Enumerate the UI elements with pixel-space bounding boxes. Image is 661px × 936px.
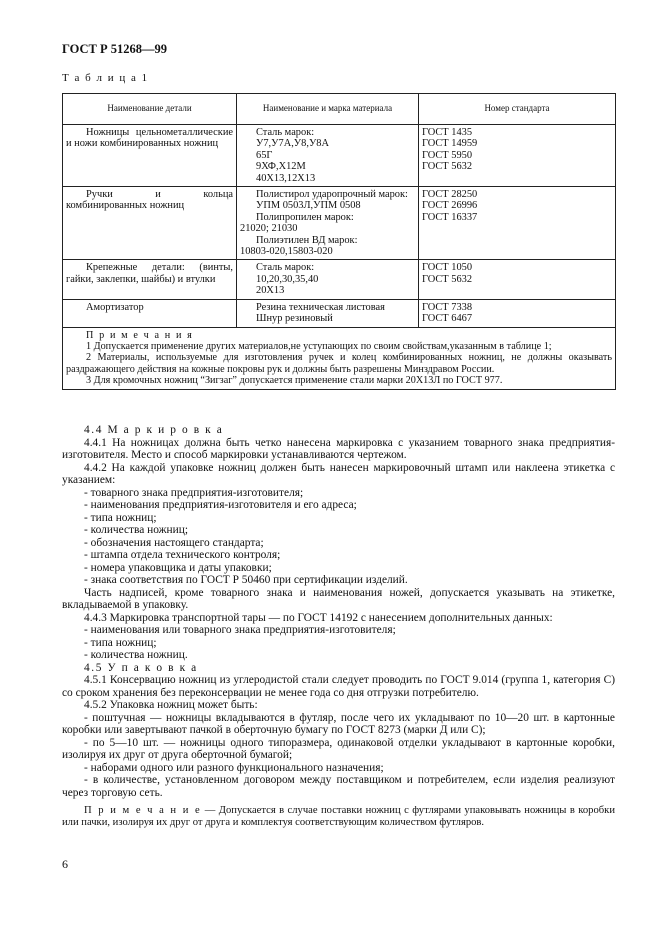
material-line: 20Х13	[256, 285, 285, 297]
table-row	[63, 299, 616, 327]
table-header-row	[63, 94, 616, 125]
list-item: - типа ножниц;	[84, 511, 157, 524]
material-line: Сталь марок:	[256, 127, 315, 138]
part-name-cell: Амортизатор	[63, 299, 237, 327]
document-body	[62, 424, 615, 829]
note-item: 1 Допускается применение других материалов,не уступающих по своим свойствам,указанным в таблице 1;	[86, 340, 552, 352]
standard-line: ГОСТ 6467	[422, 313, 473, 325]
standard-line: ГОСТ 28250	[422, 189, 478, 201]
material-line: У7,У7А,У8,У8А	[256, 138, 330, 150]
column-header-material: Наименование и марка материала	[237, 94, 419, 125]
standard-line: ГОСТ 5632	[422, 273, 473, 285]
list-item: - поштучная — ножницы вкладываются в футляр, после чего их укладывают по 10—20 шт. в картонные коробки или завертывают пачкой в оберточную бумагу по ГОСТ 8273 (марки Д или С);	[62, 711, 615, 736]
material-line: 9ХФ,Х12М	[256, 161, 306, 173]
table-notes-row	[63, 327, 616, 389]
note-item: 3 Для кромочных ножниц “Зигзаг” допускается применение стали марки 20Х13Л по ГОСТ 977.	[86, 375, 503, 387]
list-item: - наборами одного или разного функционального назначения;	[84, 761, 384, 774]
list-item: - в количестве, установленном договором между поставщиком и потребителем, если изделия реализуют через торговую сеть.	[62, 774, 615, 799]
part-name-cell: Ножницы цельнометаллические и ножи комбинированных ножниц	[63, 125, 237, 187]
column-header-standard: Номер стандарта	[419, 94, 616, 125]
list-item: - обозначения настоящего стандарта;	[84, 536, 264, 549]
notes-title: П р и м е ч а н и я	[86, 329, 194, 341]
material-line: Шнур резиновый	[256, 313, 333, 325]
table-row	[63, 125, 616, 187]
material-cell	[237, 299, 419, 327]
material-line: Сталь марок:	[256, 262, 315, 274]
standard-line: ГОСТ 26996	[422, 200, 478, 212]
list-item: - знака соответствия по ГОСТ Р 50460 при сертификации изделий.	[84, 574, 408, 586]
final-note	[62, 805, 615, 829]
standard-line: ГОСТ 5950	[422, 149, 473, 161]
table-row	[63, 260, 616, 299]
part-name-cell: Крепежные детали: (винты, гайки, заклепки, шайбы) и втулки	[63, 260, 237, 299]
material-line: 10,20,30,35,40	[256, 273, 319, 285]
document-header: ГОСТ Р 51268—99	[62, 42, 168, 56]
column-header-part: Наименование детали	[63, 94, 237, 125]
final-note-text: — Допускается в случае поставки ножниц с футлярами упаковывать ножницы в коробки или пачки, изолируя их друг от друга и комплектуя соответствующим количеством футляров.	[62, 805, 615, 828]
material-line: 10803-020,15803-020	[240, 246, 333, 258]
paragraph: 4.4.2 На каждой упаковке ножниц должен быть нанесен маркировочный штамп или наклеена этикетка с указанием:	[62, 461, 615, 486]
section-heading-packing: 4.5 У п а к о в к а	[84, 661, 198, 674]
material-line: Полипропилен марок:	[256, 211, 354, 223]
list-item: - товарного знака предприятия-изготовителя;	[84, 486, 304, 499]
standard-line: ГОСТ 7338	[422, 301, 473, 313]
list-item: - количества ножниц;	[84, 524, 188, 536]
material-line: Полиэтилен ВД марок:	[256, 234, 358, 246]
standard-line: ГОСТ 1435	[422, 127, 473, 138]
standard-cell	[419, 187, 616, 260]
list-item: - типа ножниц;	[84, 636, 157, 649]
material-line: 21020; 21030	[240, 223, 298, 235]
paragraph: 4.4.1 На ножницах должна быть четко нанесена маркировка с указанием товарного знака предприятия-изготовителя. Место и способ маркировки устанавливаются чертежом.	[62, 436, 615, 461]
table-notes	[63, 327, 616, 389]
material-line: Резина техническая листовая	[256, 301, 385, 313]
final-note-label: П р и м е ч а н и е	[84, 805, 202, 816]
list-item: - наименования или товарного знака предприятия-изготовителя;	[84, 624, 396, 636]
material-cell	[237, 187, 419, 260]
page-number: 6	[62, 857, 68, 871]
paragraph: 4.5.2 Упаковка ножниц может быть:	[84, 699, 258, 711]
standard-cell	[419, 299, 616, 327]
list-item: - по 5—10 шт. — ножницы одного типоразмера, одинаковой отделки укладывают в картонные коробки, изолируя их друг от друга оберточной бумагой;	[62, 736, 615, 761]
material-line: УПМ 0503Л,УПМ 0508	[256, 200, 361, 212]
standard-line: ГОСТ 16337	[422, 211, 478, 223]
standard-cell	[419, 260, 616, 299]
list-item: - наименования предприятия-изготовителя и его адреса;	[84, 499, 357, 511]
paragraph: 4.4.3 Маркировка транспортной тары — по ГОСТ 14192 с нанесением дополнительных данных:	[84, 611, 553, 624]
table-caption: Т а б л и ц а 1	[62, 72, 149, 84]
list-item: - номера упаковщика и даты упаковки;	[84, 561, 272, 574]
material-line: 65Г	[256, 149, 273, 161]
note-item: 2 Материалы, используемые для изготовления ручек и колец комбинированных ножниц, не должны оказывать раздражающего действия на кожные покровы рук и должны быть разрешены Минздравом России.	[66, 352, 612, 375]
material-line: Полистирол ударопрочный марок:	[256, 189, 408, 201]
material-line: 40Х13,12Х13	[256, 172, 316, 184]
standard-line: ГОСТ 1050	[422, 262, 473, 274]
material-cell	[237, 260, 419, 299]
list-item: - штампа отдела технического контроля;	[84, 549, 281, 561]
paragraph: 4.5.1 Консервацию ножниц из углеродистой стали следует проводить по ГОСТ 9.014 (группа 1, категория С) со сроком хранения без переконсервации не менее года со дня отгрузки потребителю.	[62, 674, 615, 699]
standard-line: ГОСТ 5632	[422, 161, 473, 173]
material-cell	[237, 125, 419, 187]
section-heading-marking: 4.4 М а р к и р о в к а	[84, 424, 224, 436]
materials-table	[62, 93, 616, 390]
part-name-cell: Ручки и кольца комбинированных ножниц	[63, 187, 237, 260]
standard-line: ГОСТ 14959	[422, 138, 478, 150]
paragraph: Часть надписей, кроме товарного знака и наименования ножей, допускается указывать на этикетке, вкладываемой в упаковку.	[62, 586, 615, 611]
list-item: - количества ножниц.	[84, 649, 188, 661]
standard-cell	[419, 125, 616, 187]
table-row	[63, 187, 616, 260]
